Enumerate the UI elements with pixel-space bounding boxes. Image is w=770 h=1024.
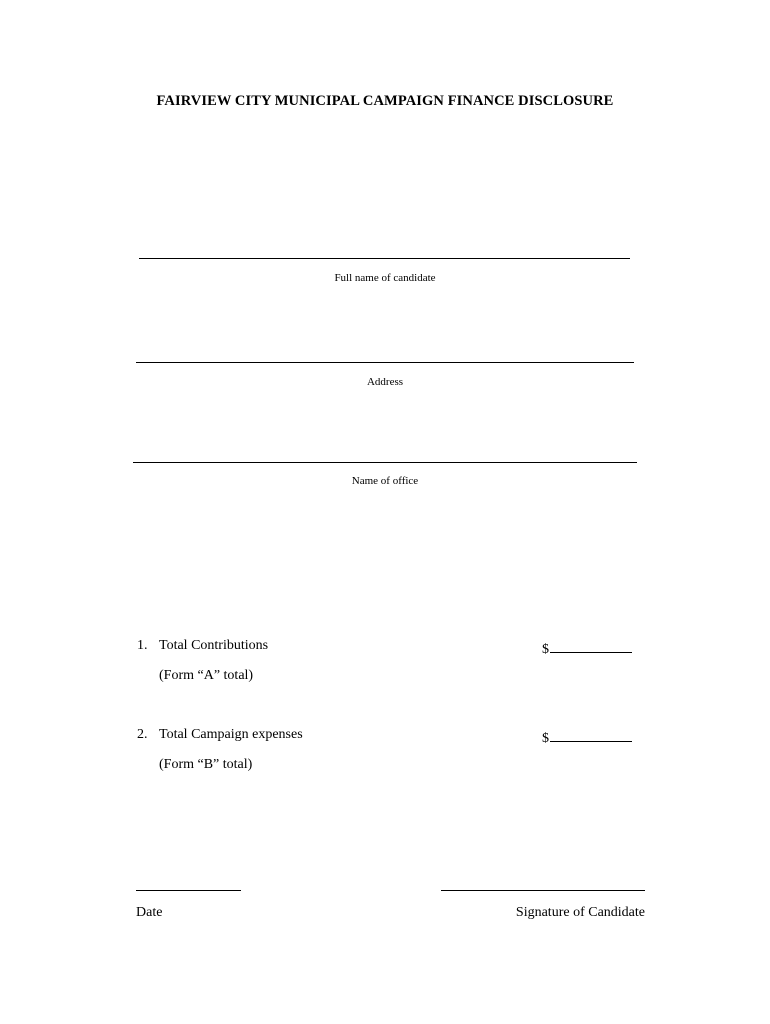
item-2-label: Total Campaign expenses [159,727,303,742]
address-line[interactable] [136,362,634,363]
candidate-name-label: Full name of candidate [334,272,436,284]
item-2-amount-field[interactable] [542,727,632,747]
item-1-number: 1. [137,638,148,653]
item-1-amount-field[interactable] [542,638,632,658]
item-2-amount-line[interactable] [550,727,632,742]
date-line[interactable] [136,890,241,891]
address-label: Address [366,376,404,388]
date-label: Date [136,905,163,920]
signature-label: Signature of Candidate [515,905,645,920]
item-1-label: Total Contributions [159,638,269,653]
item-1-amount-line[interactable] [550,638,632,653]
item-2-number: 2. [137,727,148,742]
office-label: Name of office [351,475,419,487]
candidate-name-line[interactable] [139,258,630,259]
document-title: FAIRVIEW CITY MUNICIPAL CAMPAIGN FINANCE DISCLOSURE [156,93,614,109]
signature-line[interactable] [441,890,645,891]
item-2-sub: (Form “B” total) [159,757,253,772]
item-1-sub: (Form “A” total) [159,668,254,683]
office-line[interactable] [133,462,637,463]
item-2-currency: $ [542,731,549,746]
item-1-currency: $ [542,642,549,657]
